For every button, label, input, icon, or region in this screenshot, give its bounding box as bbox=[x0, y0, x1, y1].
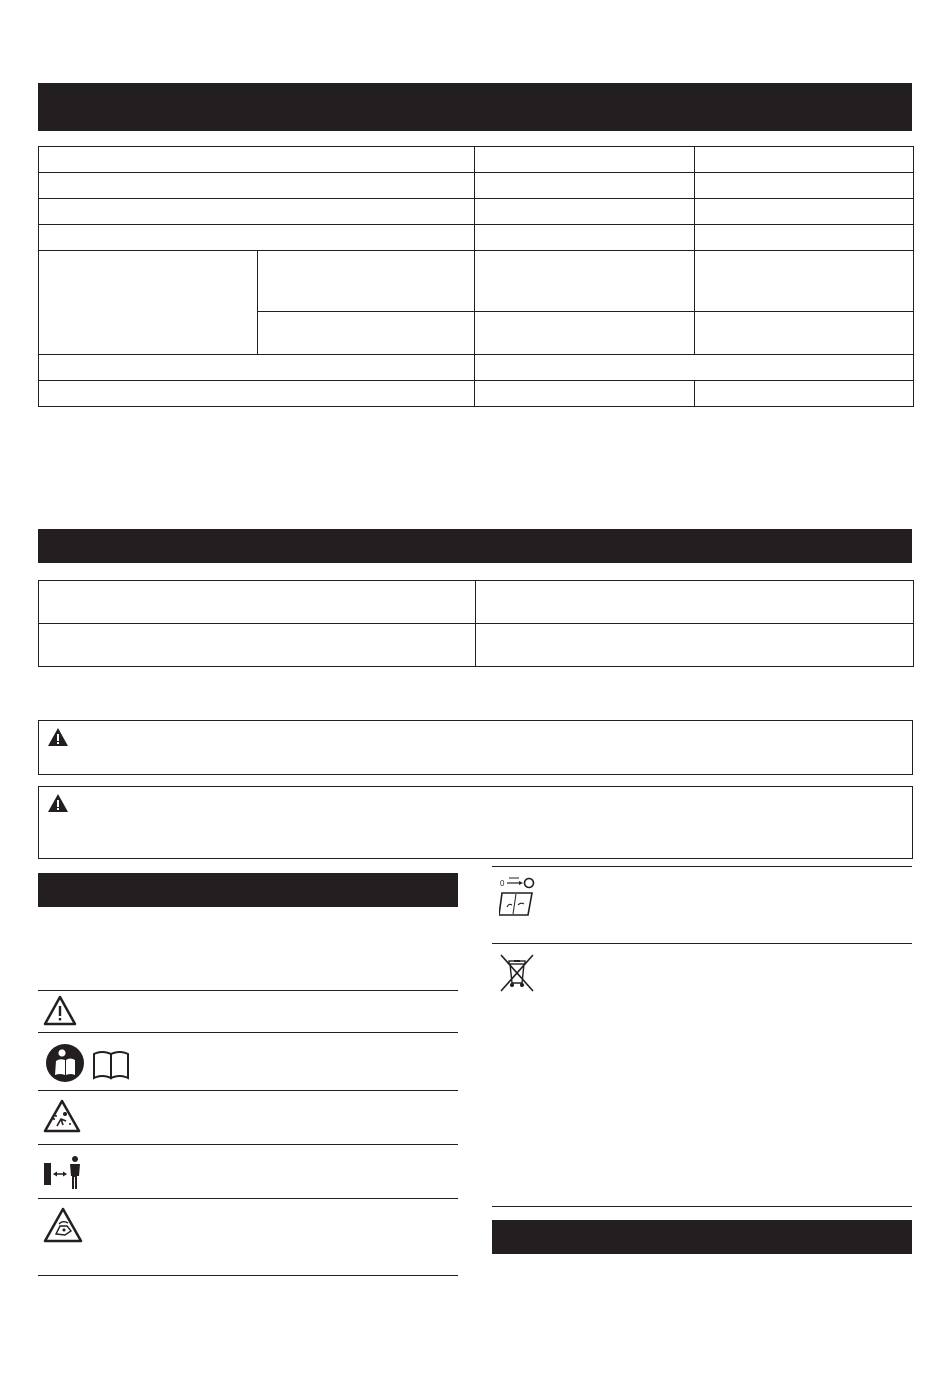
spec-label bbox=[39, 225, 475, 251]
last-section-title bbox=[492, 1220, 912, 1236]
warning-triangle-icon bbox=[47, 793, 69, 813]
spec-value bbox=[475, 225, 695, 251]
spec-value bbox=[695, 381, 914, 407]
divider bbox=[38, 1198, 458, 1199]
last-section-header bbox=[492, 1220, 912, 1254]
divider bbox=[492, 866, 912, 867]
second-section-table bbox=[38, 580, 914, 667]
spec-label bbox=[39, 199, 475, 225]
caution-triangle-icon bbox=[43, 995, 77, 1027]
warning-box bbox=[38, 786, 913, 859]
spec-label bbox=[39, 381, 475, 407]
symbols-section-header bbox=[38, 873, 458, 907]
specifications-header bbox=[38, 83, 912, 131]
spec-value bbox=[695, 225, 914, 251]
keep-distance-icon bbox=[44, 1155, 84, 1191]
table-row bbox=[39, 173, 914, 199]
specifications-table bbox=[38, 146, 914, 407]
spec-value bbox=[695, 312, 914, 355]
spec-value bbox=[695, 147, 914, 173]
spec-label bbox=[39, 355, 475, 381]
symbols-section-title bbox=[38, 873, 458, 889]
spec-label bbox=[39, 147, 475, 173]
table-row bbox=[39, 581, 914, 624]
spec-value bbox=[695, 173, 914, 199]
second-section-header bbox=[38, 529, 912, 563]
table-row bbox=[39, 147, 914, 173]
table-row bbox=[39, 381, 914, 407]
spec-group-label bbox=[39, 251, 258, 355]
divider bbox=[38, 1275, 458, 1276]
second-section-title bbox=[38, 529, 912, 545]
svg-text:0: 0 bbox=[500, 879, 505, 888]
row-value bbox=[476, 624, 914, 667]
warning-box bbox=[38, 720, 913, 775]
row-value bbox=[476, 581, 914, 624]
weee-crossed-bin-icon bbox=[499, 953, 535, 993]
spec-value bbox=[695, 199, 914, 225]
table-row bbox=[39, 624, 914, 667]
spec-sub-label bbox=[258, 312, 475, 355]
rotating-blade-hazard-icon bbox=[43, 1207, 83, 1243]
divider bbox=[38, 1144, 458, 1145]
table-row bbox=[39, 225, 914, 251]
row-label bbox=[39, 581, 476, 624]
spec-value bbox=[475, 173, 695, 199]
spec-value bbox=[695, 251, 914, 312]
divider bbox=[38, 990, 458, 991]
spec-value bbox=[475, 381, 695, 407]
flying-debris-hazard-icon bbox=[43, 1099, 81, 1133]
specifications-title bbox=[38, 83, 912, 99]
remove-key-read-manual-icon bbox=[499, 875, 537, 917]
spec-value bbox=[475, 251, 695, 312]
spec-value bbox=[475, 312, 695, 355]
divider bbox=[492, 943, 912, 944]
table-row bbox=[39, 355, 914, 381]
warning-triangle-icon bbox=[47, 727, 69, 747]
row-label bbox=[39, 624, 476, 667]
table-row bbox=[39, 251, 914, 312]
divider bbox=[492, 1206, 912, 1207]
spec-label bbox=[39, 173, 475, 199]
spec-value bbox=[475, 355, 914, 381]
divider bbox=[38, 1090, 458, 1091]
read-manual-icon bbox=[44, 1042, 132, 1084]
divider bbox=[38, 1032, 458, 1033]
spec-value bbox=[475, 147, 695, 173]
spec-value bbox=[475, 199, 695, 225]
spec-sub-label bbox=[258, 251, 475, 312]
table-row bbox=[39, 199, 914, 225]
